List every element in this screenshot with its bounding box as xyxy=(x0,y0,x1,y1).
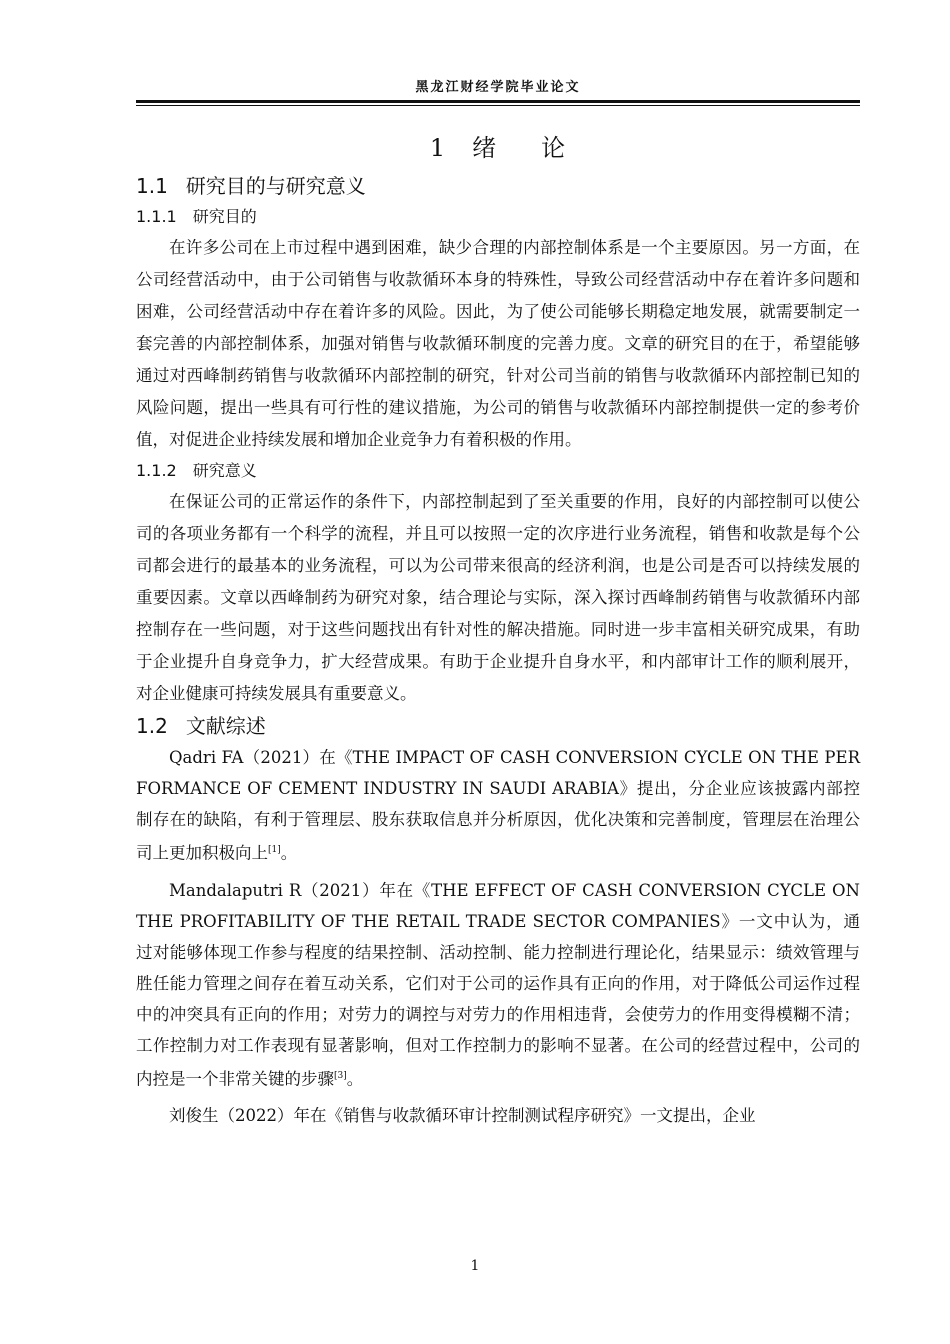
header-rule-thin xyxy=(136,105,860,106)
body-paragraph-research-purpose: 在许多公司在上市过程中遇到困难，缺少合理的内部控制体系是一个主要原因。另一方面，在公司经营活动中，由于公司销售与收款循环本身的特殊性，导致公司经营活动中存在着许多问题和困难，公司经营活动中存在着许多的风险。因此，为了使公司能够长期稳定地发展，就需要制定一套完善的内部控制体系，加强对销售与收款循环制度的完善力度。文章的研究目的在于，希望能够通过对西峰制药销售与收款循环内部控制的研究，针对公司当前的销售与收款循环内部控制已知的风险问题，提出一些具有可行性的建议措施，为公司的销售与收款循环内部控制提供一定的参考价值，对促进企业持续发展和增加企业竞争力有着积极的作用。 xyxy=(136,238,860,449)
subsection-heading-1-1-2 xyxy=(136,456,860,486)
subsection-heading-1-1-1 xyxy=(136,202,860,232)
citation-marker: [1] xyxy=(268,845,281,855)
section-heading-1-1 xyxy=(136,170,860,202)
section-heading-1-2 xyxy=(136,710,860,742)
chapter-number: 1 xyxy=(429,134,447,162)
subsection-title: 研究目的 xyxy=(192,207,257,226)
subsection-title: 研究意义 xyxy=(192,461,257,480)
page-number: 1 xyxy=(470,1258,480,1274)
sentence-end: 。 xyxy=(346,1069,364,1088)
section-number: 1.1 xyxy=(136,174,168,198)
body-paragraph-research-significance: 在保证公司的正常运作的条件下，内部控制起到了至关重要的作用，良好的内部控制可以使公司的各项业务都有一个科学的流程，并且可以按照一定的次序进行业务流程，销售和收款是每个公司都会进行的最基本的业务流程，可以为公司带来很高的经济利润，也是公司是否可以持续发展的重要因素。文章以西峰制药为研究对象，结合理论与实际，深入探讨西峰制药销售与收款循环内部控制存在一些问题，对于这些问题找出有针对性的解决措施。同时进一步丰富相关研究成果，有助于企业提升自身竞争力，扩大经营成果。有助于企业提升自身水平，和内部审计工作的顺利展开，对企业健康可持续发展具有重要意义。 xyxy=(136,492,860,703)
header-rule-thick xyxy=(136,100,860,103)
chapter-title-char-2: 论 xyxy=(541,134,567,162)
subsection-number: 1.1.2 xyxy=(136,461,177,480)
literature-text: 刘俊生（2022）年在《销售与收款循环审计控制测试程序研究》一文提出，企业 xyxy=(169,1106,756,1125)
literature-paragraph-2 xyxy=(136,875,860,1095)
chapter-title-char-1: 绪 xyxy=(472,134,498,162)
running-header: 黑龙江财经学院毕业论文 xyxy=(415,80,581,95)
literature-text: Mandalaputri R（2021）年在《THE EFFECT OF CASH CONVERSION CYCLE ON THE PROFITABILITY OF THE RETAIL TRADE SECTOR COMPANIES》一文中认为，通过对能够体现工作参与程度的结果控制、活动控制、能力控制进行理论化，结果显示：绩效管理与胜任能力管理之间存在着互动关系，它们对于公司的运作具有正向的作用，对于降低公司运作过程中的冲突具有正向的作用；对劳力的调控与对劳力的作用相违背，会使劳力的作用变得模糊不清；工作控制力对工作表现有显著影响，但对工作控制力的影响不显著。在公司的经营过程中，公司的内控是一个非常关键的步骤 xyxy=(136,880,860,1088)
literature-text: Qadri FA（2021）在《THE IMPACT OF CASH CONVERSION CYCLE ON THE PERFORMANCE OF CEMENT INDUSTRY IN SAUDI ARABIA》提出，分企业应该披露内部控制存在的缺陷，有利于管理层、股东获取信息并分析原因，优化决策和完善制度，管理层在治理公司上更加积极向上 xyxy=(136,748,860,863)
chapter-title xyxy=(136,130,860,166)
citation-marker: [3] xyxy=(334,1070,347,1081)
subsection-number: 1.1.1 xyxy=(136,207,177,226)
section-title: 文献综述 xyxy=(185,714,266,738)
literature-paragraph-3 xyxy=(136,1100,860,1131)
document-page xyxy=(136,78,860,1137)
sentence-end: 。 xyxy=(280,843,298,863)
section-number: 1.2 xyxy=(136,714,168,738)
section-title: 研究目的与研究意义 xyxy=(185,174,366,198)
literature-paragraph-1 xyxy=(136,742,860,869)
